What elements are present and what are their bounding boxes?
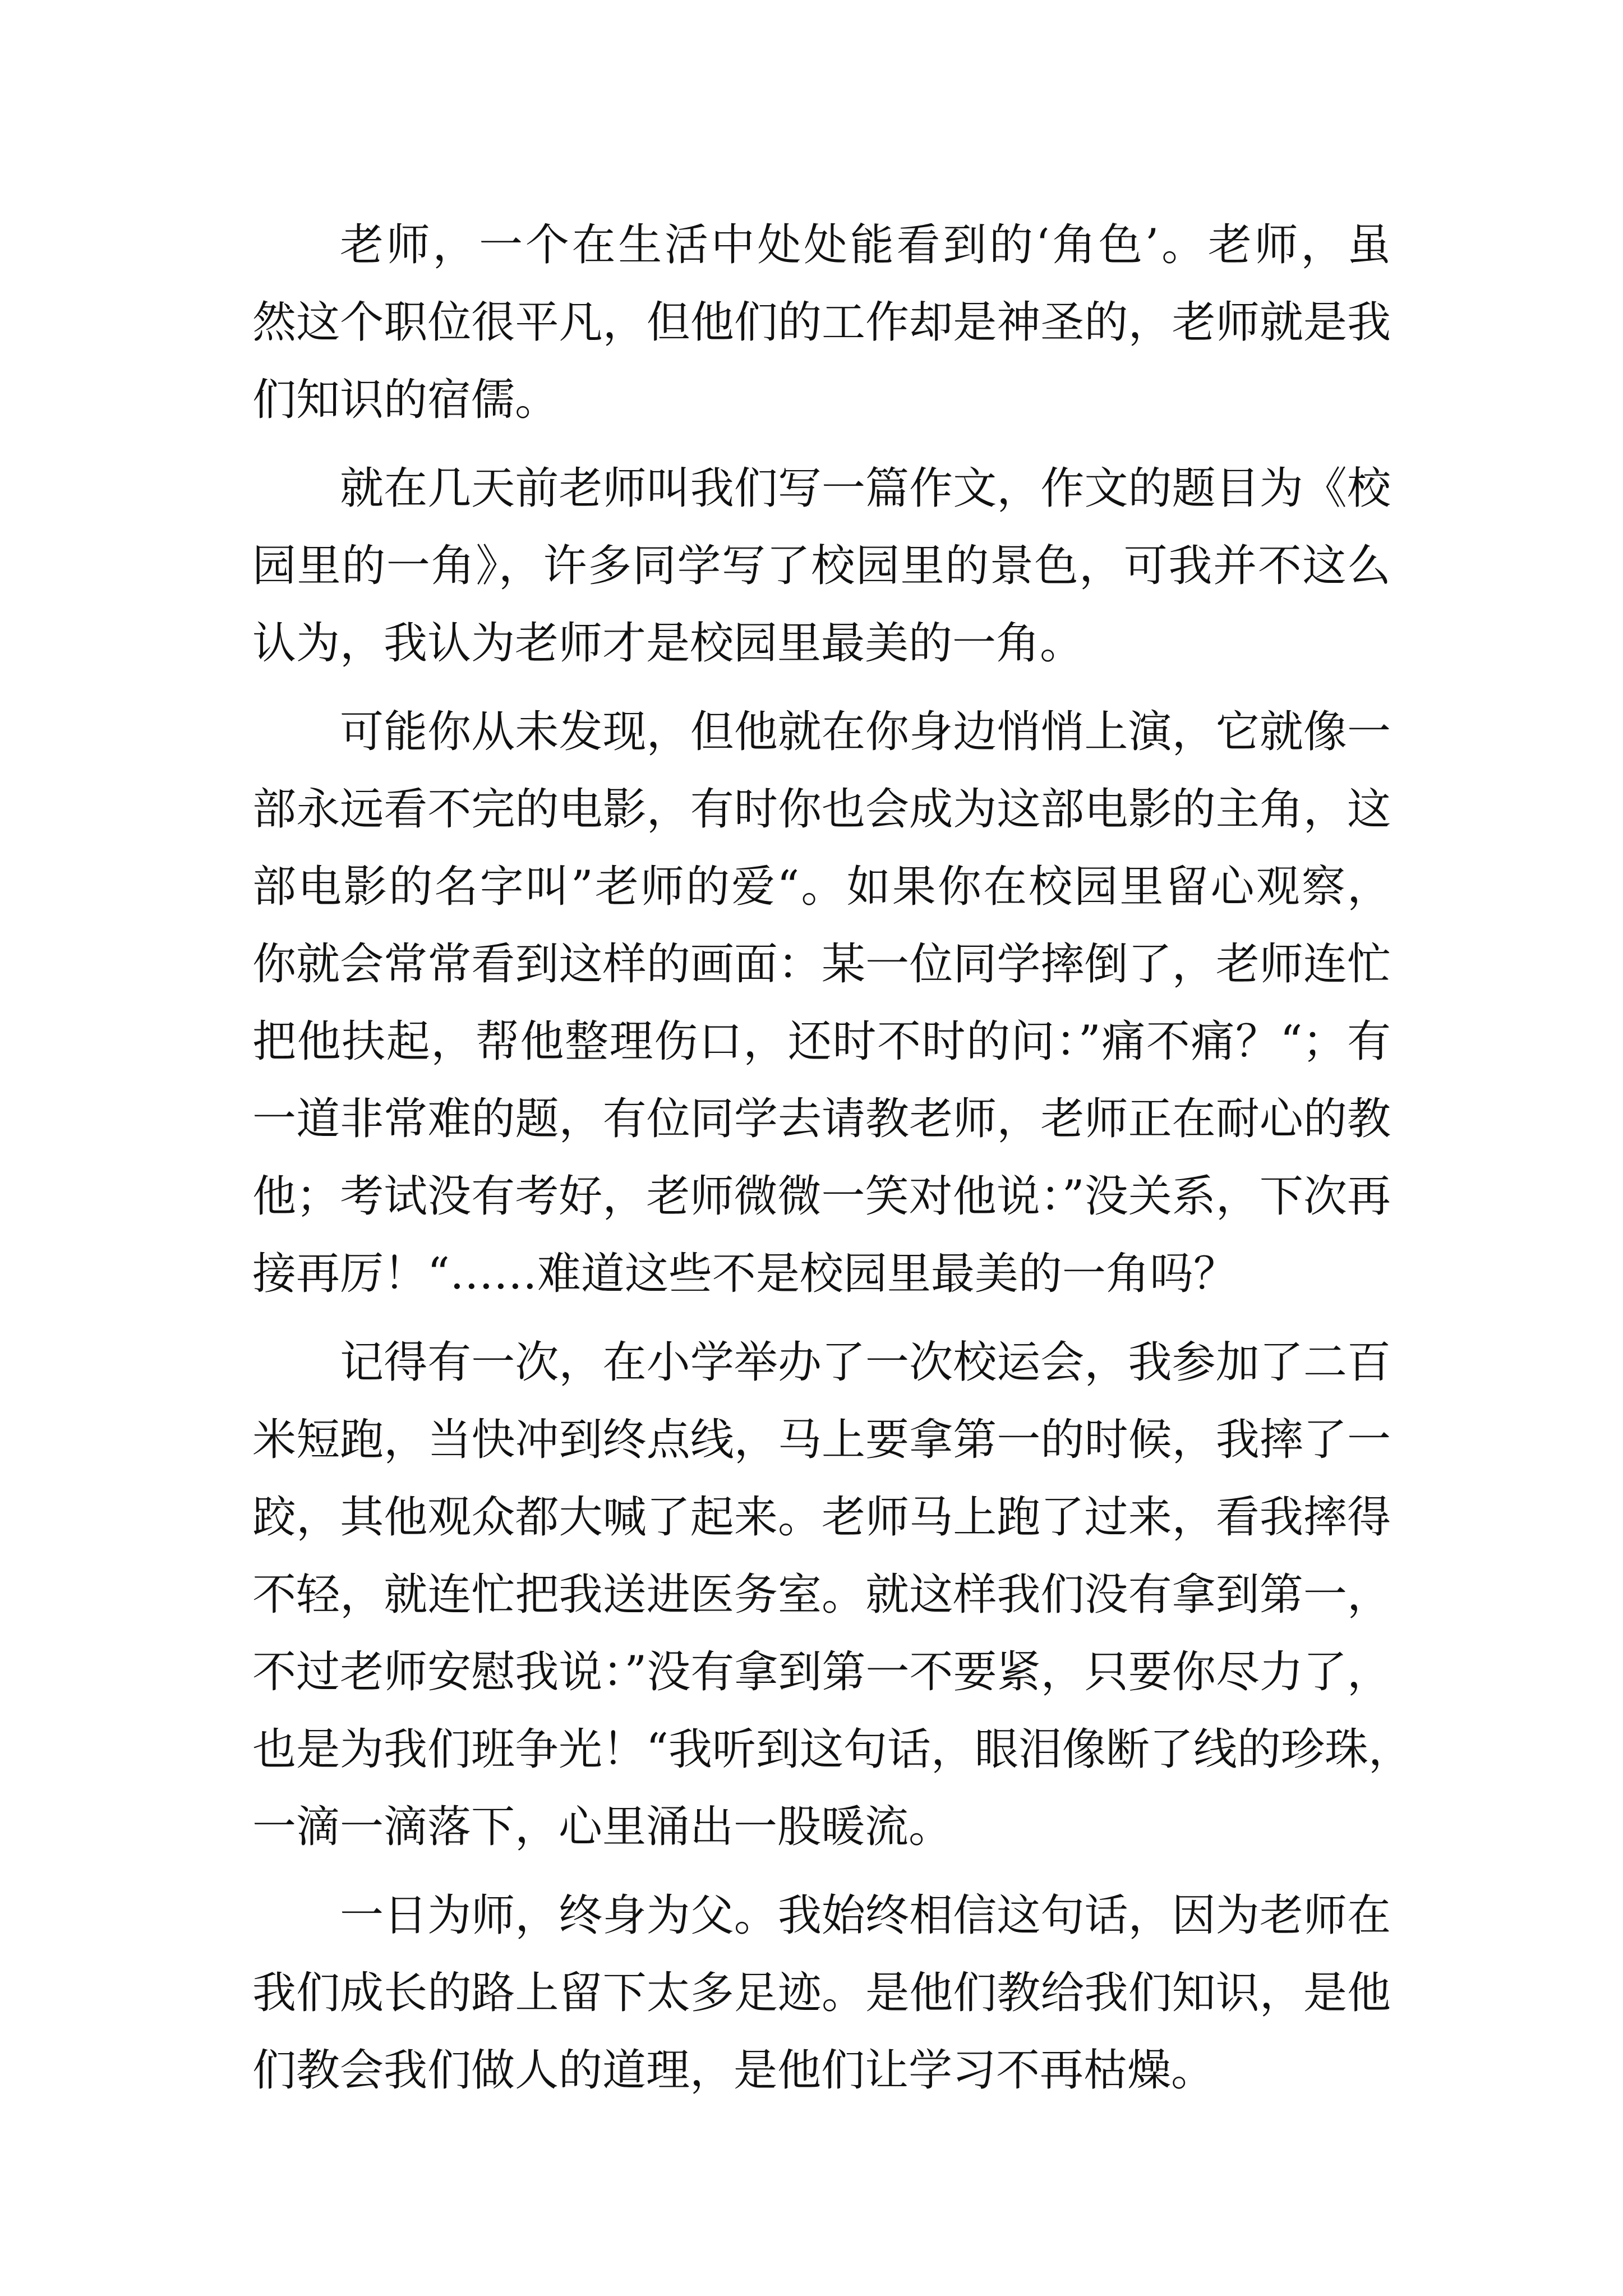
paragraph-line: 们教会我们做人的道理，是他们让学习不再枯燥。	[252, 2045, 1215, 2096]
paragraph-line: 不过老师安慰我说：”没有拿到第一不要紧，只要你尽力了，	[252, 1647, 1391, 1697]
paragraph-line: 不轻，就连忙把我送进医务室。就这样我们没有拿到第一，	[252, 1570, 1391, 1620]
paragraph-4	[252, 1324, 1412, 1866]
paragraph-line: 就在几天前老师叫我们写一篇作文，作文的题目为《校	[340, 463, 1391, 514]
paragraph-line: 然这个职位很平凡，但他们的工作却是神圣的，老师就是我	[252, 297, 1391, 348]
paragraph-line: 们知识的宿儒。	[252, 375, 559, 425]
paragraph-line: 部电影的名字叫”老师的爱“。如果你在校园里留心观察，	[252, 862, 1391, 912]
document-body	[252, 206, 1412, 2109]
paragraph-line: 可能你从未发现，但他就在你身边悄悄上演，它就像一	[340, 707, 1391, 757]
paragraph-line: 记得有一次，在小学举办了一次校运会，我参加了二百	[340, 1337, 1391, 1388]
paragraph-line: 认为，我认为老师才是校园里最美的一角。	[252, 618, 1084, 669]
paragraph-line: 他；考试没有考好，老师微微一笑对他说：”没关系，下次再	[252, 1171, 1391, 1222]
paragraph-1	[252, 206, 1391, 439]
paragraph-line: 你就会常常看到这样的画面：某一位同学摔倒了，老师连忙	[252, 939, 1391, 990]
paragraph-line: 跤，其他观众都大喊了起来。老师马上跑了过来，看我摔得	[252, 1492, 1391, 1543]
paragraph-line: 一日为师，终身为父。我始终相信这句话，因为老师在	[340, 1890, 1391, 1941]
paragraph-line: 接再厉！“……难道这些不是校园里最美的一角吗？	[252, 1249, 1237, 1299]
paragraph-line: 也是为我们班争光！“我听到这句话，眼泪像断了线的珍珠，	[252, 1724, 1412, 1775]
paragraph-line: 我们成长的路上留下太多足迹。是他们教给我们知识，是他	[252, 1968, 1391, 2018]
paragraph-5	[252, 1877, 1391, 2109]
paragraph-line: 米短跑，当快冲到终点线，马上要拿第一的时候，我摔了一	[252, 1415, 1391, 1465]
paragraph-line: 部永远看不完的电影，有时你也会成为这部电影的主角，这	[252, 784, 1391, 835]
paragraph-3	[252, 693, 1391, 1313]
paragraph-line: 一道非常难的题，有位同学去请教老师，老师正在耐心的教	[252, 1094, 1391, 1144]
paragraph-line: 老师，一个在生活中处处能看到的‘角色’。老师，虽	[340, 220, 1391, 270]
paragraph-line: 把他扶起，帮他整理伤口，还时不时的问：”痛不痛？“；有	[252, 1016, 1391, 1067]
paragraph-line: 园里的一角》，许多同学写了校园里的景色，可我并不这么	[252, 541, 1391, 591]
paragraph-2	[252, 450, 1391, 682]
paragraph-line: 一滴一滴落下，心里涌出一股暖流。	[252, 1802, 953, 1852]
